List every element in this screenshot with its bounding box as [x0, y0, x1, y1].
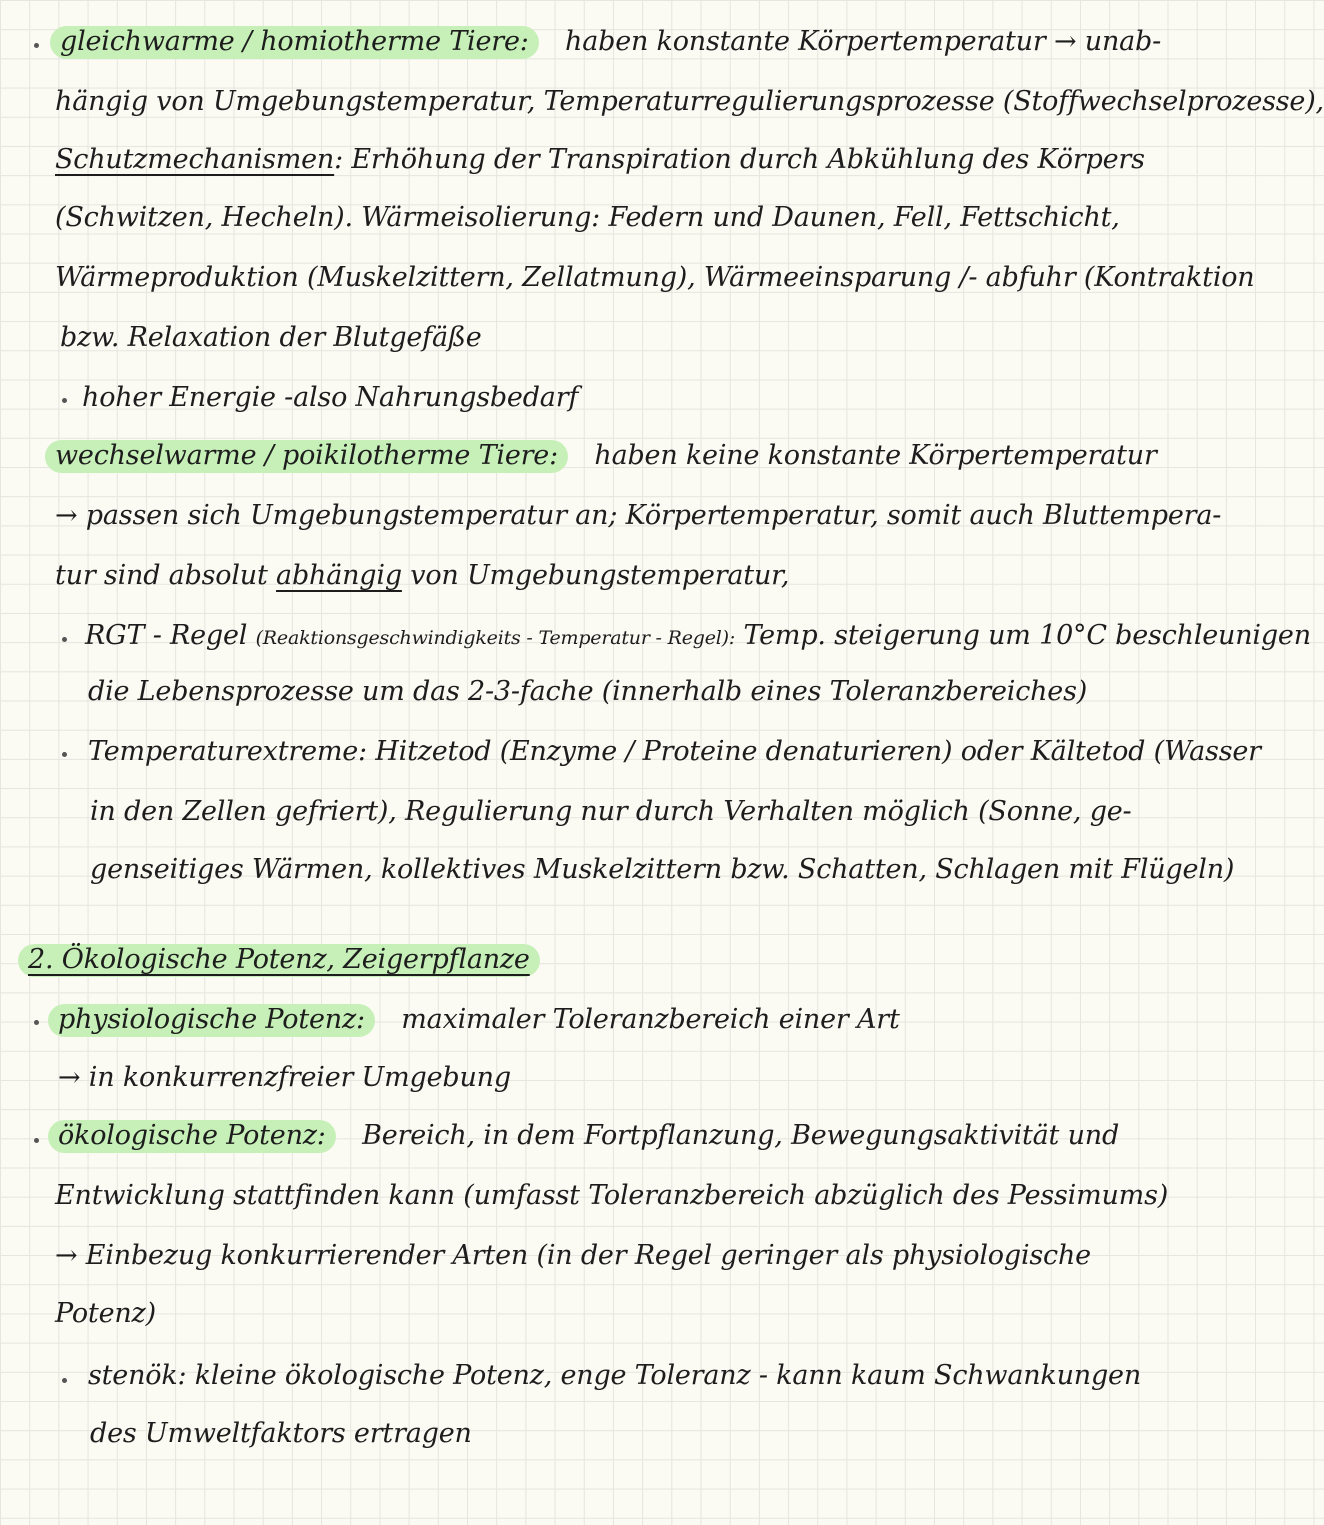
- highlighted-term: physiologische Potenz:: [48, 1004, 375, 1037]
- bullet: [62, 752, 67, 757]
- note-line: [60, 22, 1161, 62]
- note-line: [55, 140, 1145, 180]
- bullet: [62, 637, 67, 642]
- highlighted-term: ökologische Potenz:: [48, 1120, 336, 1153]
- note-line: in den Zellen gefriert), Regulierung nur durch Verhalten möglich (Sonne, ge-: [90, 796, 1132, 827]
- small-annotation: (Reaktionsgeschwindigkeits - Temperatur - Regel):: [255, 627, 736, 649]
- note-line: [55, 436, 1157, 476]
- line-text: von Umgebungstemperatur,: [410, 560, 790, 591]
- line-text: haben konstante Körpertemperatur → unab-: [565, 26, 1162, 57]
- note-line: [55, 556, 789, 596]
- line-text: Bereich, in dem Fortpflanzung, Bewegungsaktivität und: [362, 1120, 1120, 1151]
- note-line: Temperaturextreme: Hitzetod (Enzyme / Proteine denaturieren) oder Kältetod (Wasser: [88, 736, 1261, 767]
- underlined-term: abhängig: [276, 560, 402, 591]
- note-line: [85, 616, 1311, 658]
- line-text: maximaler Toleranzbereich einer Art: [401, 1004, 900, 1035]
- note-line: → passen sich Umgebungstemperatur an; Körpertemperatur, somit auch Bluttempera-: [55, 500, 1222, 531]
- note-line: genseitiges Wärmen, kollektives Muskelzittern bzw. Schatten, Schlagen mit Flügeln): [90, 854, 1235, 885]
- highlighted-term: gleichwarme / homiotherme Tiere:: [50, 26, 539, 59]
- note-line: [58, 1116, 1119, 1156]
- bullet: [34, 43, 39, 48]
- note-line: die Lebensprozesse um das 2-3-fache (innerhalb eines Toleranzbereiches): [88, 676, 1088, 707]
- note-line: → in konkurrenzfreier Umgebung: [58, 1062, 511, 1093]
- note-line: Potenz): [55, 1298, 156, 1329]
- line-text: RGT - Regel: [85, 620, 248, 651]
- highlighted-heading: 2. Ökologische Potenz, Zeigerpflanze: [18, 944, 540, 977]
- line-text: haben keine konstante Körpertemperatur: [594, 440, 1157, 471]
- note-line: Wärmeproduktion (Muskelzittern, Zellatmung), Wärmeeinsparung /- abfuhr (Kontraktion: [55, 262, 1255, 293]
- note-line: bzw. Relaxation der Blutgefäße: [60, 322, 482, 353]
- section-heading: [28, 940, 540, 980]
- bullet: [62, 398, 67, 403]
- note-line: → Einbezug konkurrierender Arten (in der Regel geringer als physiologische: [55, 1240, 1091, 1271]
- bullet: [62, 1378, 67, 1383]
- highlighted-term: wechselwarme / poikilotherme Tiere:: [45, 440, 568, 473]
- note-line: Entwicklung stattfinden kann (umfasst Toleranzbereich abzüglich des Pessimums): [55, 1180, 1169, 1211]
- note-line: des Umweltfaktors ertragen: [90, 1418, 472, 1449]
- bullet: [34, 1020, 39, 1025]
- underlined-term: Schutzmechanismen: [55, 144, 335, 175]
- note-line: hoher Energie -also Nahrungsbedarf: [82, 382, 579, 413]
- line-text: Temp. steigerung um 10°C beschleunigen: [743, 620, 1311, 651]
- note-line: [58, 1000, 900, 1040]
- line-text: : Erhöhung der Transpiration durch Abkühlung des Körpers: [334, 144, 1145, 175]
- line-text: tur sind absolut: [55, 560, 268, 591]
- bullet: [34, 1138, 39, 1143]
- note-line: stenök: kleine ökologische Potenz, enge Toleranz - kann kaum Schwankungen: [88, 1360, 1142, 1391]
- note-line: (Schwitzen, Hecheln). Wärmeisolierung: Federn und Daunen, Fell, Fettschicht,: [55, 202, 1120, 233]
- note-line: hängig von Umgebungstemperatur, Temperaturregulierungsprozesse (Stoffwechselprozesse),: [55, 86, 1324, 117]
